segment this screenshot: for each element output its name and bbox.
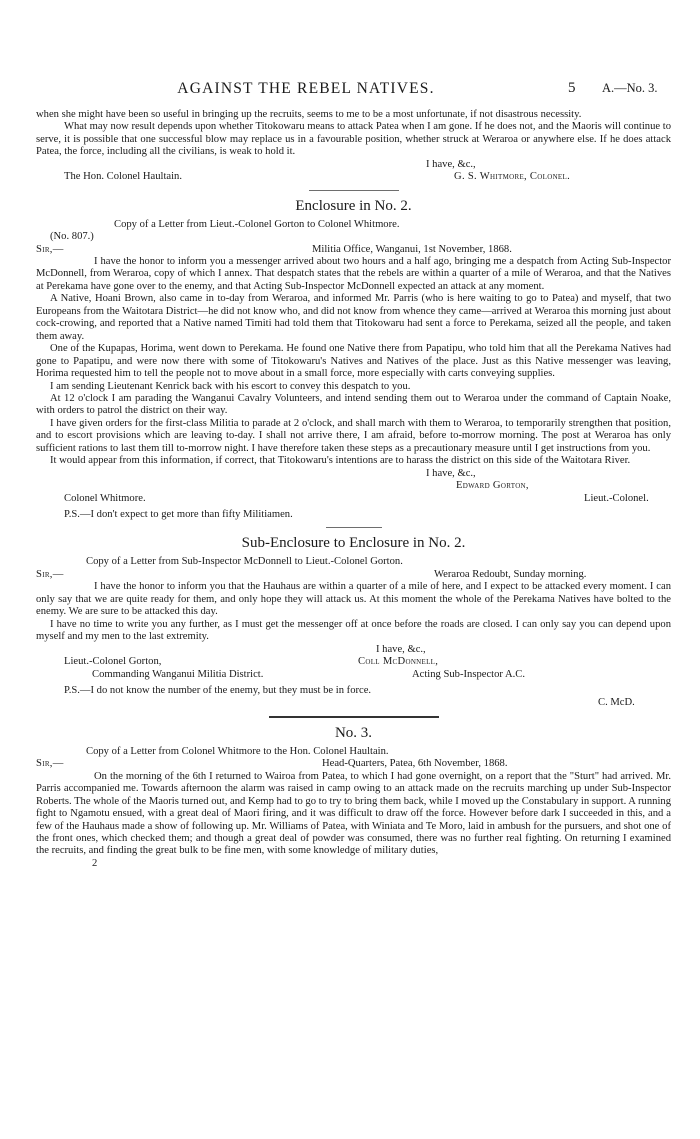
- enclosure-heading: Enclosure in No. 2.: [295, 197, 412, 214]
- sub-enclosure-signature-title: Acting Sub-Inspector A.C.: [412, 668, 525, 680]
- no3-salutation: Sir,—: [36, 758, 64, 770]
- enclosure-paragraph: I am sending Lieutenant Kenrick back with his escort to convey this despatch to you.: [50, 380, 411, 392]
- enclosure-paragraph: It would appear from this information, if correct, that Titokowaru's intentions are to harass the district on this side of the Waitotara River.: [50, 455, 631, 467]
- enclosure-salutation: Sir,—: [36, 243, 64, 255]
- paper-code: A.—No. 3.: [602, 81, 658, 95]
- no3-salutation-row: [36, 758, 671, 770]
- sub-enclosure-signature-name: Coll McDonnell,: [358, 656, 439, 668]
- no3-heading: No. 3.: [334, 724, 373, 741]
- page-number: 5: [568, 80, 576, 96]
- page-header: [0, 80, 700, 102]
- enclosure-place-date: Militia Office, Wanganui, 1st November, 1868.: [312, 243, 512, 255]
- sub-enclosure-sign-row-2: [36, 669, 671, 681]
- footer-mark-row: [36, 858, 671, 870]
- section-divider: [309, 190, 399, 191]
- sub-enclosure-closing-row: [36, 644, 671, 656]
- enclosure-salutation-row: [36, 244, 671, 256]
- sub-enclosure-salutation: Sir,—: [36, 568, 64, 580]
- intro-closing: I have, &c.,: [426, 158, 476, 170]
- sub-enclosure-paragraph: I have the honor to inform you that the Hauhaus are within a quarter of a mile of here, and I expect to be attacked every moment. I can only say that we are quite ready for them, and only hope they will attack us. At this moment the whole of the Perekama Natives have bolted to the enemy. We are sure to be attacked this day.: [36, 581, 671, 618]
- sub-enclosure-closing: I have, &c.,: [376, 643, 426, 655]
- enclosure-addressee: Colonel Whitmore.: [64, 492, 146, 504]
- running-title: AGAINST THE REBEL NATIVES.: [177, 80, 435, 97]
- no3-paragraph: On the morning of the 6th I returned to Wairoa from Patea, to which I had gone overnight, on a report that the "Sturt" had arrived. Mr. Parris accompanied me. Towards afternoon the alarm was raised in camp owing to an attack made on the recruits marching up under Sub-Inspector Roberts. The whole of the Maoris turned out, and Kemp had to go to try to bring them back, while I moved up the Constabulary in support. A running fight to Ngamotu ensued, with a great deal of Maori firing, and it was difficult to draw off the force. However before dark I succeeded in this, and a few of the Hauhaus made a show of following up. Mr. Williams of Patea, with Winiata and Te Moro, laid in ambush for the pursuers, and shot one of the front ones, which checked them; and though a great deal of powder was consumed, there was no further real fighting. On returning I examined the recruits, and finding the great bulk to be fine men, with some knowledge of military duties,: [36, 770, 671, 857]
- enclosure-paragraph: A Native, Hoani Brown, also came in to-day from Weraroa, and informed Mr. Parris (who is here waiting to go to Patea) and myself, that two Europeans from the Waitotara District—he did not know who, and did not know from whence they came—arrived at Weraroa this morning just about cock-crowing, and reported that a Native named Timiti had told them that Titokowaru had sent a force to Perekama, seized all the people, and taken them away.: [36, 293, 671, 342]
- enclosure-paragraph: I have given orders for the first-class Militia to parade at 2 o'clock, and shall march with them to Weraroa, to temporarily strengthen that position, and to escort provisions which are leaving to-day. I shall not arrive there, I am afraid, before to-morrow morning. The post at Weraroa has only sufficient rations to last them till to-morrow night. I have therefore taken these steps as a precautionary measure until I get instructions from you.: [36, 417, 671, 454]
- enclosure-closing-row: [36, 468, 671, 480]
- section-divider-thick: [269, 716, 439, 718]
- enclosure-paragraph: I have the honor to inform you a messenger arrived about two hours and a half ago, bringing me a despatch from Acting Sub-Inspector McDonnell, from Weraroa, copy of which I annex. That despatch states that the rebels are within a quarter of a mile of Weraroa, and that the Natives at Perekama have gone over to the enemy, and that Acting Sub-Inspector McDonnell expected an attack at any moment.: [36, 256, 671, 292]
- enclosure-closing: I have, &c.,: [426, 467, 476, 479]
- intro-paragraph-2: What may now result depends upon whether Titokowaru means to attack Patea when I am gone. If he does not, and the Maoris will continue to serve, it is possible that one successful blow may replace us in a favourable position, whether struck at Weraroa or anywhere else. If he does attack Patea, the force, including all the civilians, is weak to hold it.: [36, 121, 671, 158]
- intro-paragraph-1: when she might have been so useful in bringing up the recruits, seems to me to be a most unfortunate, if not disastrous necessity.: [36, 109, 582, 120]
- sub-enclosure-paragraph: I have no time to write you any further, as I must get the messenger off at once before the roads are closed. I can only say you can depend upon myself and my men to the last extremity.: [36, 618, 671, 643]
- sub-enclosure-postscript: P.S.—I do not know the number of the enemy, but they must be in force.: [64, 684, 372, 696]
- enclosure-number: (No. 807.): [50, 231, 94, 243]
- enclosure-paragraph: At 12 o'clock I am parading the Wanganui Cavalry Volunteers, and intend sending them out to Weraroa under the command of Captain Noake, with orders to patrol the district on their way.: [36, 393, 671, 417]
- sub-enclosure-initials-row: [36, 697, 671, 709]
- enclosure-signature-title: Lieut.-Colonel.: [584, 492, 649, 504]
- sub-enclosure-addressee: Lieut.-Colonel Gorton,: [64, 656, 162, 668]
- sub-enclosure-copy-line: Copy of a Letter from Sub-Inspector McDonnell to Lieut.-Colonel Gorton.: [86, 556, 403, 568]
- sub-enclosure-addressee-command: Commanding Wanganui Militia District.: [92, 668, 264, 680]
- no3-place-date: Head-Quarters, Patea, 6th November, 1868.: [322, 758, 508, 770]
- intro-signature: G. S. Whitmore, Colonel.: [454, 171, 571, 183]
- no3-copy-line: Copy of a Letter from Colonel Whitmore to the Hon. Colonel Haultain.: [86, 745, 389, 757]
- enclosure-number-row: [36, 231, 671, 243]
- footer-signature-mark: 2: [92, 857, 98, 869]
- intro-addressee: The Hon. Colonel Haultain.: [64, 171, 182, 183]
- sub-enclosure-initials: C. McD.: [598, 697, 635, 709]
- sub-enclosure-salutation-row: [36, 569, 671, 581]
- enclosure-addressee-row: [36, 493, 671, 505]
- enclosure-postscript: P.S.—I don't expect to get more than fifty Militiamen.: [64, 509, 293, 521]
- section-divider: [326, 527, 382, 528]
- enclosure-signature-name: Edward Gorton,: [456, 480, 529, 492]
- enclosure-copy-line: Copy of a Letter from Lieut.-Colonel Gorton to Colonel Whitmore.: [114, 218, 400, 230]
- sub-enclosure-place-date: Weraroa Redoubt, Sunday morning.: [434, 568, 587, 580]
- enclosure-signature-row: [36, 480, 671, 492]
- intro-signature-row: [36, 171, 671, 183]
- enclosure-paragraph: One of the Kupapas, Horima, went down to Perekama. He found one Native there from Papatipu, who told him that all the Perekama Natives had gone to Papatipu, and were now there with some of Titokowaru's Natives and Natives of the place. Just as this Native messenger was leaving, Horima requested him to tell the people not to move about in a small force, more especially with carts conveying supplies.: [36, 343, 671, 380]
- document-body: [36, 109, 671, 870]
- intro-closing-row: [36, 159, 671, 171]
- sub-enclosure-heading: Sub-Enclosure to Enclosure in No. 2.: [241, 535, 466, 552]
- sub-enclosure-sign-row-1: [36, 656, 671, 668]
